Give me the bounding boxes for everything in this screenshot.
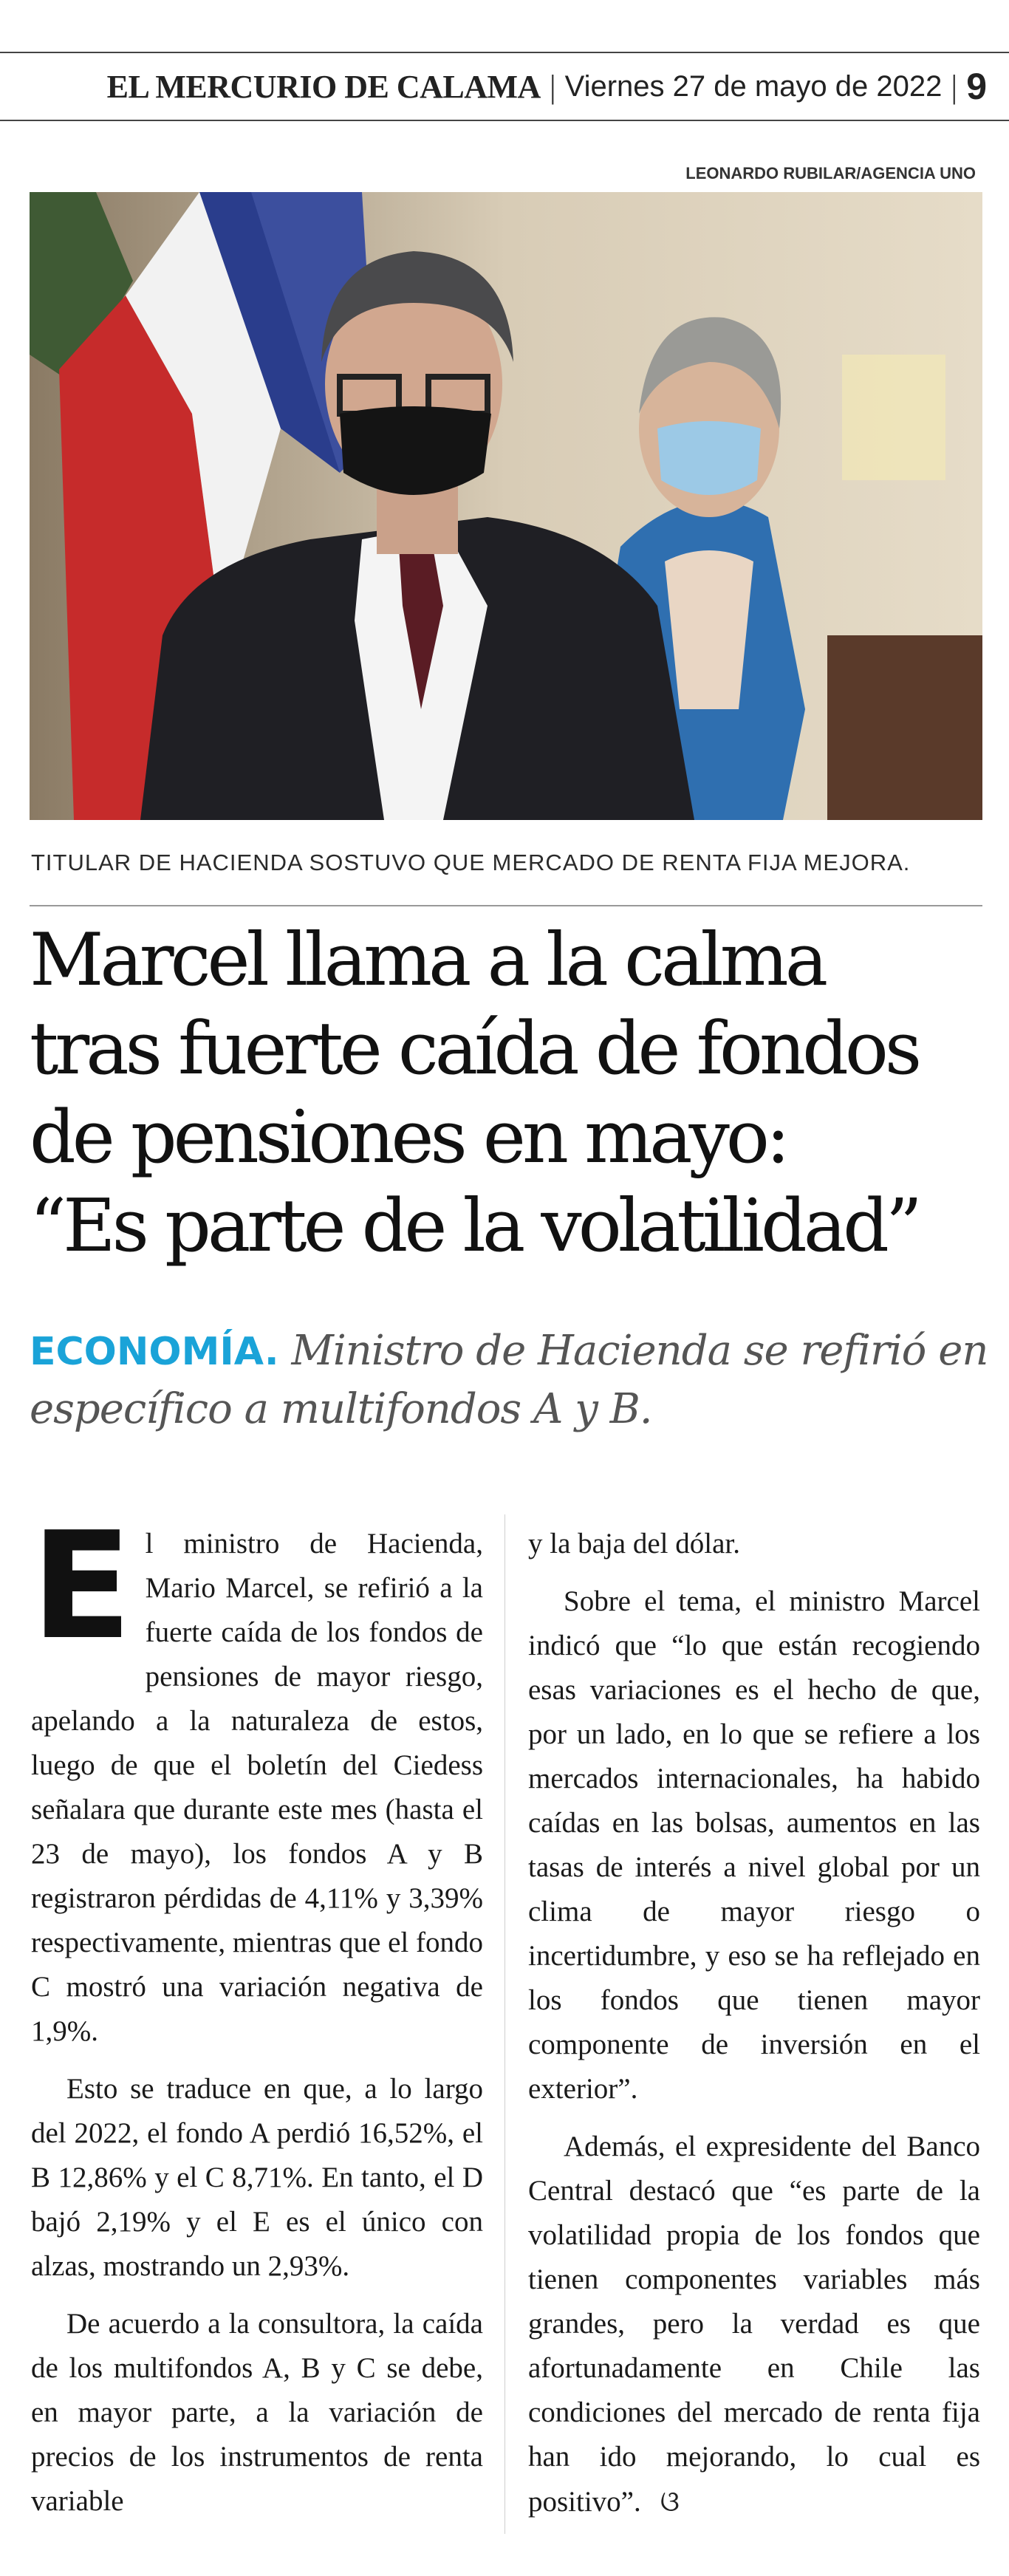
paragraph-text: l ministro de Hacienda, Mario Marcel, se refirió a la fuerte caída de los fondos de pensiones de mayor riesgo, apelando a la naturaleza de estos, luego de que el boletín del Ciedess señalara que durante este mes (hasta el 23 de mayo), los fondos A y B registraron pérdidas de 4,11% y 3,39% respectivamente, mientras que el fondo C mostró una variación negativa de 1,9%. [31,1528,483,2047]
photo-caption: TITULAR DE HACIENDA SOSTUVO QUE MERCADO DE RENTA FIJA MEJORA. [31,850,911,875]
masthead-separator: | [549,68,556,105]
masthead-separator: | [951,68,958,105]
body-paragraph: De acuerdo a la consultora, la caída de los multifondos A, B y C se debe, en mayor parte, a la variación de precios de los instrumentos de renta variable [31,2308,483,2517]
lead-text: Ministro de Hacienda se refirió en específico a multifondos A y B. [30,1327,988,1433]
page-number: 9 [966,66,987,107]
publication-date: Viernes 27 de mayo de 2022 [564,69,943,103]
headline-line: tras fuerte caída de fondos [30,1007,919,1091]
headline-line: de pensiones en mayo: [30,1096,787,1180]
body-paragraph: Esto se traduce en que, a lo largo del 2022, el fondo A perdió 16,52%, el B 12,86% y el C 8,71%. En tanto, el D bajó 2,19% y el E es el único con alzas, mostrando un 2,93%. [31,2073,483,2282]
article-column-2 [528,1522,980,2538]
body-paragraph: y la baja del dólar. [528,1528,740,1559]
body-paragraph [31,1500,483,2054]
caption-rule [30,905,982,906]
news-photo-illustration [30,192,982,820]
headline-line: Marcel llama a la calma [30,918,825,1002]
body-paragraph: Sobre el tema, el ministro Marcel indicó que “lo que están recogiendo esas variaciones es el hecho de que, por un lado, en lo que se refiere a los mercados internacionales, ha habido caídas en las bolsas, aumentos en las tasas de interés a nivel global por un clima de mayor riesgo o incertidumbre, y eso se ha reflejado en los fondos que tienen mayor componente de inversión en el exterior”. [528,1585,980,2105]
drop-cap: E [31,1500,132,1673]
photo-credit: LEONARDO RUBILAR/AGENCIA UNO [685,164,976,182]
section-label: ECONOMÍA. [30,1330,279,1374]
article-headline [30,916,990,1271]
masthead [0,61,987,112]
article-column-1 [31,1500,483,2537]
news-photo [30,192,982,820]
newspaper-name: EL MERCURIO DE CALAMA [106,68,541,105]
paragraph-text: Además, el expresidente del Banco Central destacó que “es parte de la volatilidad propia de los fondos que tienen componentes variables más grandes, pero la verdad es que afortunadamente en Chile las condiciones del mercado de renta fija han ido mejorando, lo cual es positivo”. [528,2131,980,2518]
masthead-rule [0,120,1009,121]
end-of-article-icon: ଓ [660,2485,680,2518]
article-lead [30,1322,990,1438]
headline-line: “Es parte de la volatilidad” [30,1184,919,1268]
column-divider [504,1514,505,2534]
top-rule [0,52,1009,53]
body-paragraph [528,2125,980,2524]
